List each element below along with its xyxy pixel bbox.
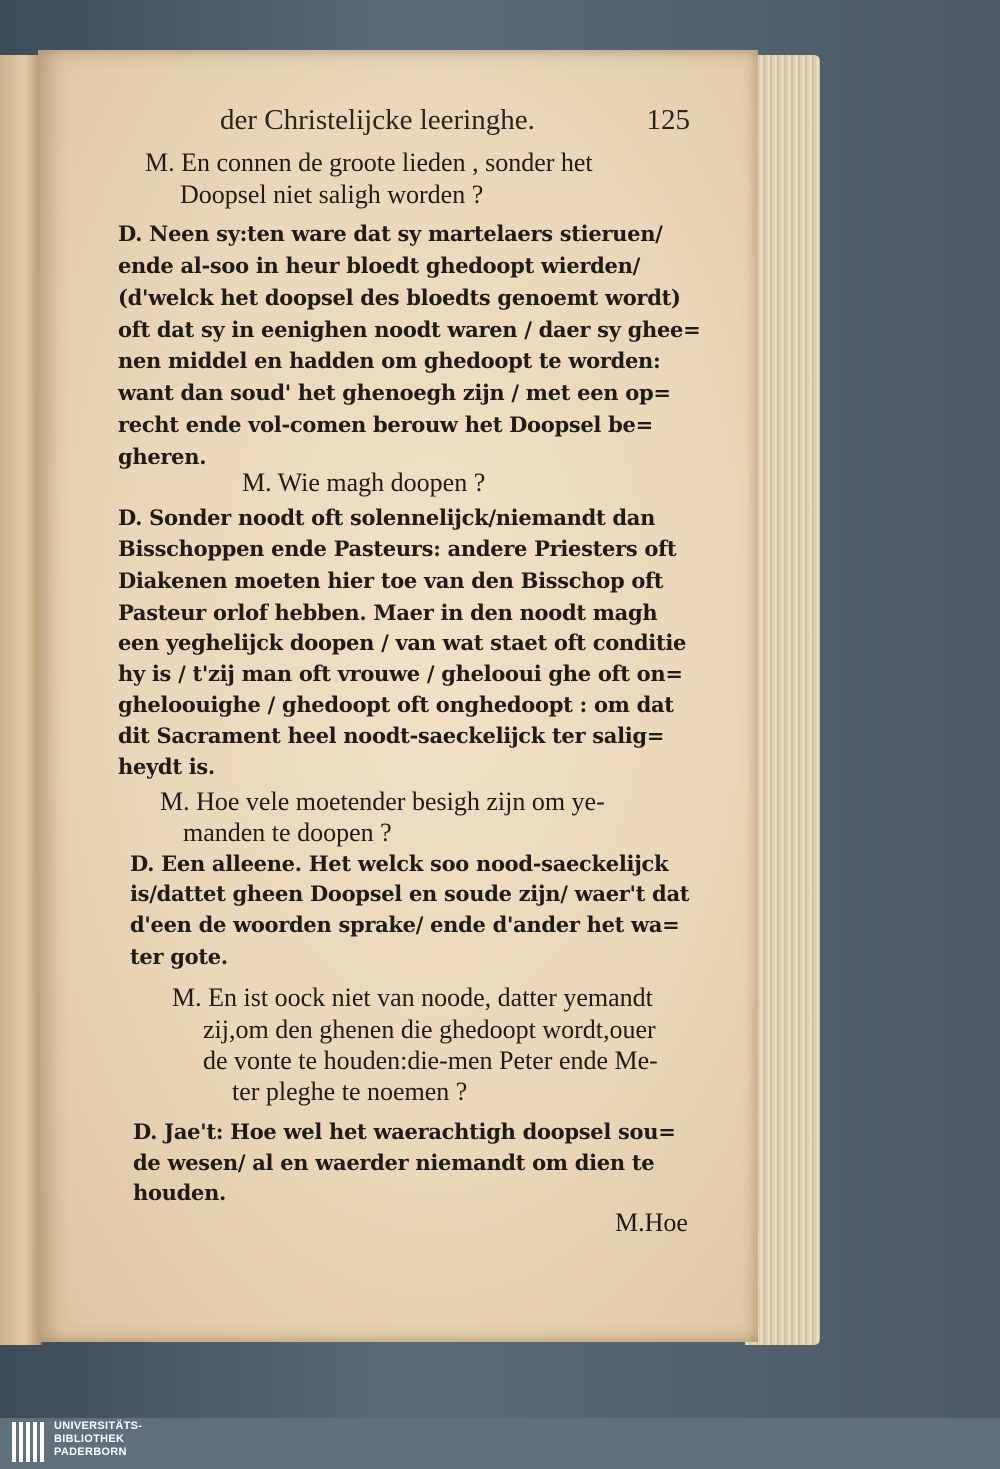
text-line: gheloouighe / ghedoopt oft onghedoopt : om dat	[118, 692, 674, 717]
footer-bar	[0, 1418, 1000, 1469]
text-line: want dan soud' het ghenoegh zijn / met een op=	[118, 380, 671, 405]
text-line: is/dattet gheen Doopsel en soude zijn/ waer't dat	[130, 881, 690, 906]
text-line: ter gote.	[130, 944, 228, 969]
text-line: gheren.	[118, 444, 207, 469]
text-line: D. Neen sy:ten ware dat sy martelaers stieruen/	[118, 221, 663, 246]
text-line: Pasteur orlof hebben. Maer in den noodt magh	[118, 600, 658, 625]
text-line: d'een de woorden sprake/ ende d'ander het wa=	[130, 912, 680, 937]
text-line: M. En ist oock niet van noode, datter yemandt	[172, 983, 653, 1012]
text-line: dit Sacrament heel noodt-saeckelijck ter salig=	[118, 723, 665, 748]
text-line: Doopsel niet saligh worden ?	[180, 180, 484, 209]
text-line: M. Wie magh doopen ?	[242, 468, 486, 497]
text-line: de wesen/ al en waerder niemandt om dien te	[133, 1150, 655, 1175]
text-line: hy is / t'zij man oft vrouwe / ghelooui ghe oft on=	[118, 661, 683, 686]
text-line: recht ende vol-comen berouw het Doopsel be=	[118, 412, 653, 437]
library-logo-icon	[10, 1420, 48, 1464]
text-line: ende al-soo in heur bloedt ghedoopt wierden/	[118, 253, 640, 278]
text-line: zij,om den ghenen die ghedoopt wordt,ouer	[203, 1015, 656, 1044]
catchword: M.Hoe	[615, 1208, 688, 1237]
facing-page-edge	[0, 55, 42, 1345]
text-line: een yeghelijck doopen / van wat staet oft conditie	[118, 630, 687, 655]
text-line: oft dat sy in eenighen noodt waren / daer sy ghee=	[118, 317, 701, 342]
text-line: manden te doopen ?	[183, 818, 392, 847]
library-name-line: UNIVERSITÄTS-	[54, 1420, 143, 1432]
library-name-line: BIBLIOTHEK	[54, 1433, 125, 1445]
text-line: D. Een alleene. Het welck soo nood-saeckelijck	[130, 851, 669, 876]
text-line: M. Hoe vele moetender besigh zijn om ye-	[160, 787, 605, 816]
page-header	[220, 104, 690, 144]
text-line: houden.	[133, 1180, 227, 1205]
text-line: Bisschoppen ende Pasteurs: andere Priesters oft	[118, 536, 677, 561]
text-line: de vonte te houden:die-men Peter ende Me-	[203, 1046, 658, 1075]
text-line: D. Jae't: Hoe wel het waerachtigh doopsel sou=	[133, 1119, 676, 1144]
library-name	[54, 1420, 142, 1459]
text-line: M. En connen de groote lieden , sonder het	[145, 148, 593, 177]
text-line: (d'welck het doopsel des bloedts genoemt wordt)	[118, 285, 681, 310]
page-number: 125	[646, 104, 690, 136]
text-line: nen middel en hadden om ghedoopt te worden:	[118, 348, 661, 373]
library-name-line: PADERBORN	[54, 1446, 127, 1458]
text-line: ter pleghe te noemen ?	[232, 1077, 468, 1106]
text-line: D. Sonder noodt oft solennelijck/niemandt dan	[118, 505, 656, 530]
running-title: der Christelijcke leeringhe.	[220, 104, 535, 136]
text-line: heydt is.	[118, 754, 215, 779]
text-line: Diakenen moeten hier toe van den Bisschop oft	[118, 568, 664, 593]
